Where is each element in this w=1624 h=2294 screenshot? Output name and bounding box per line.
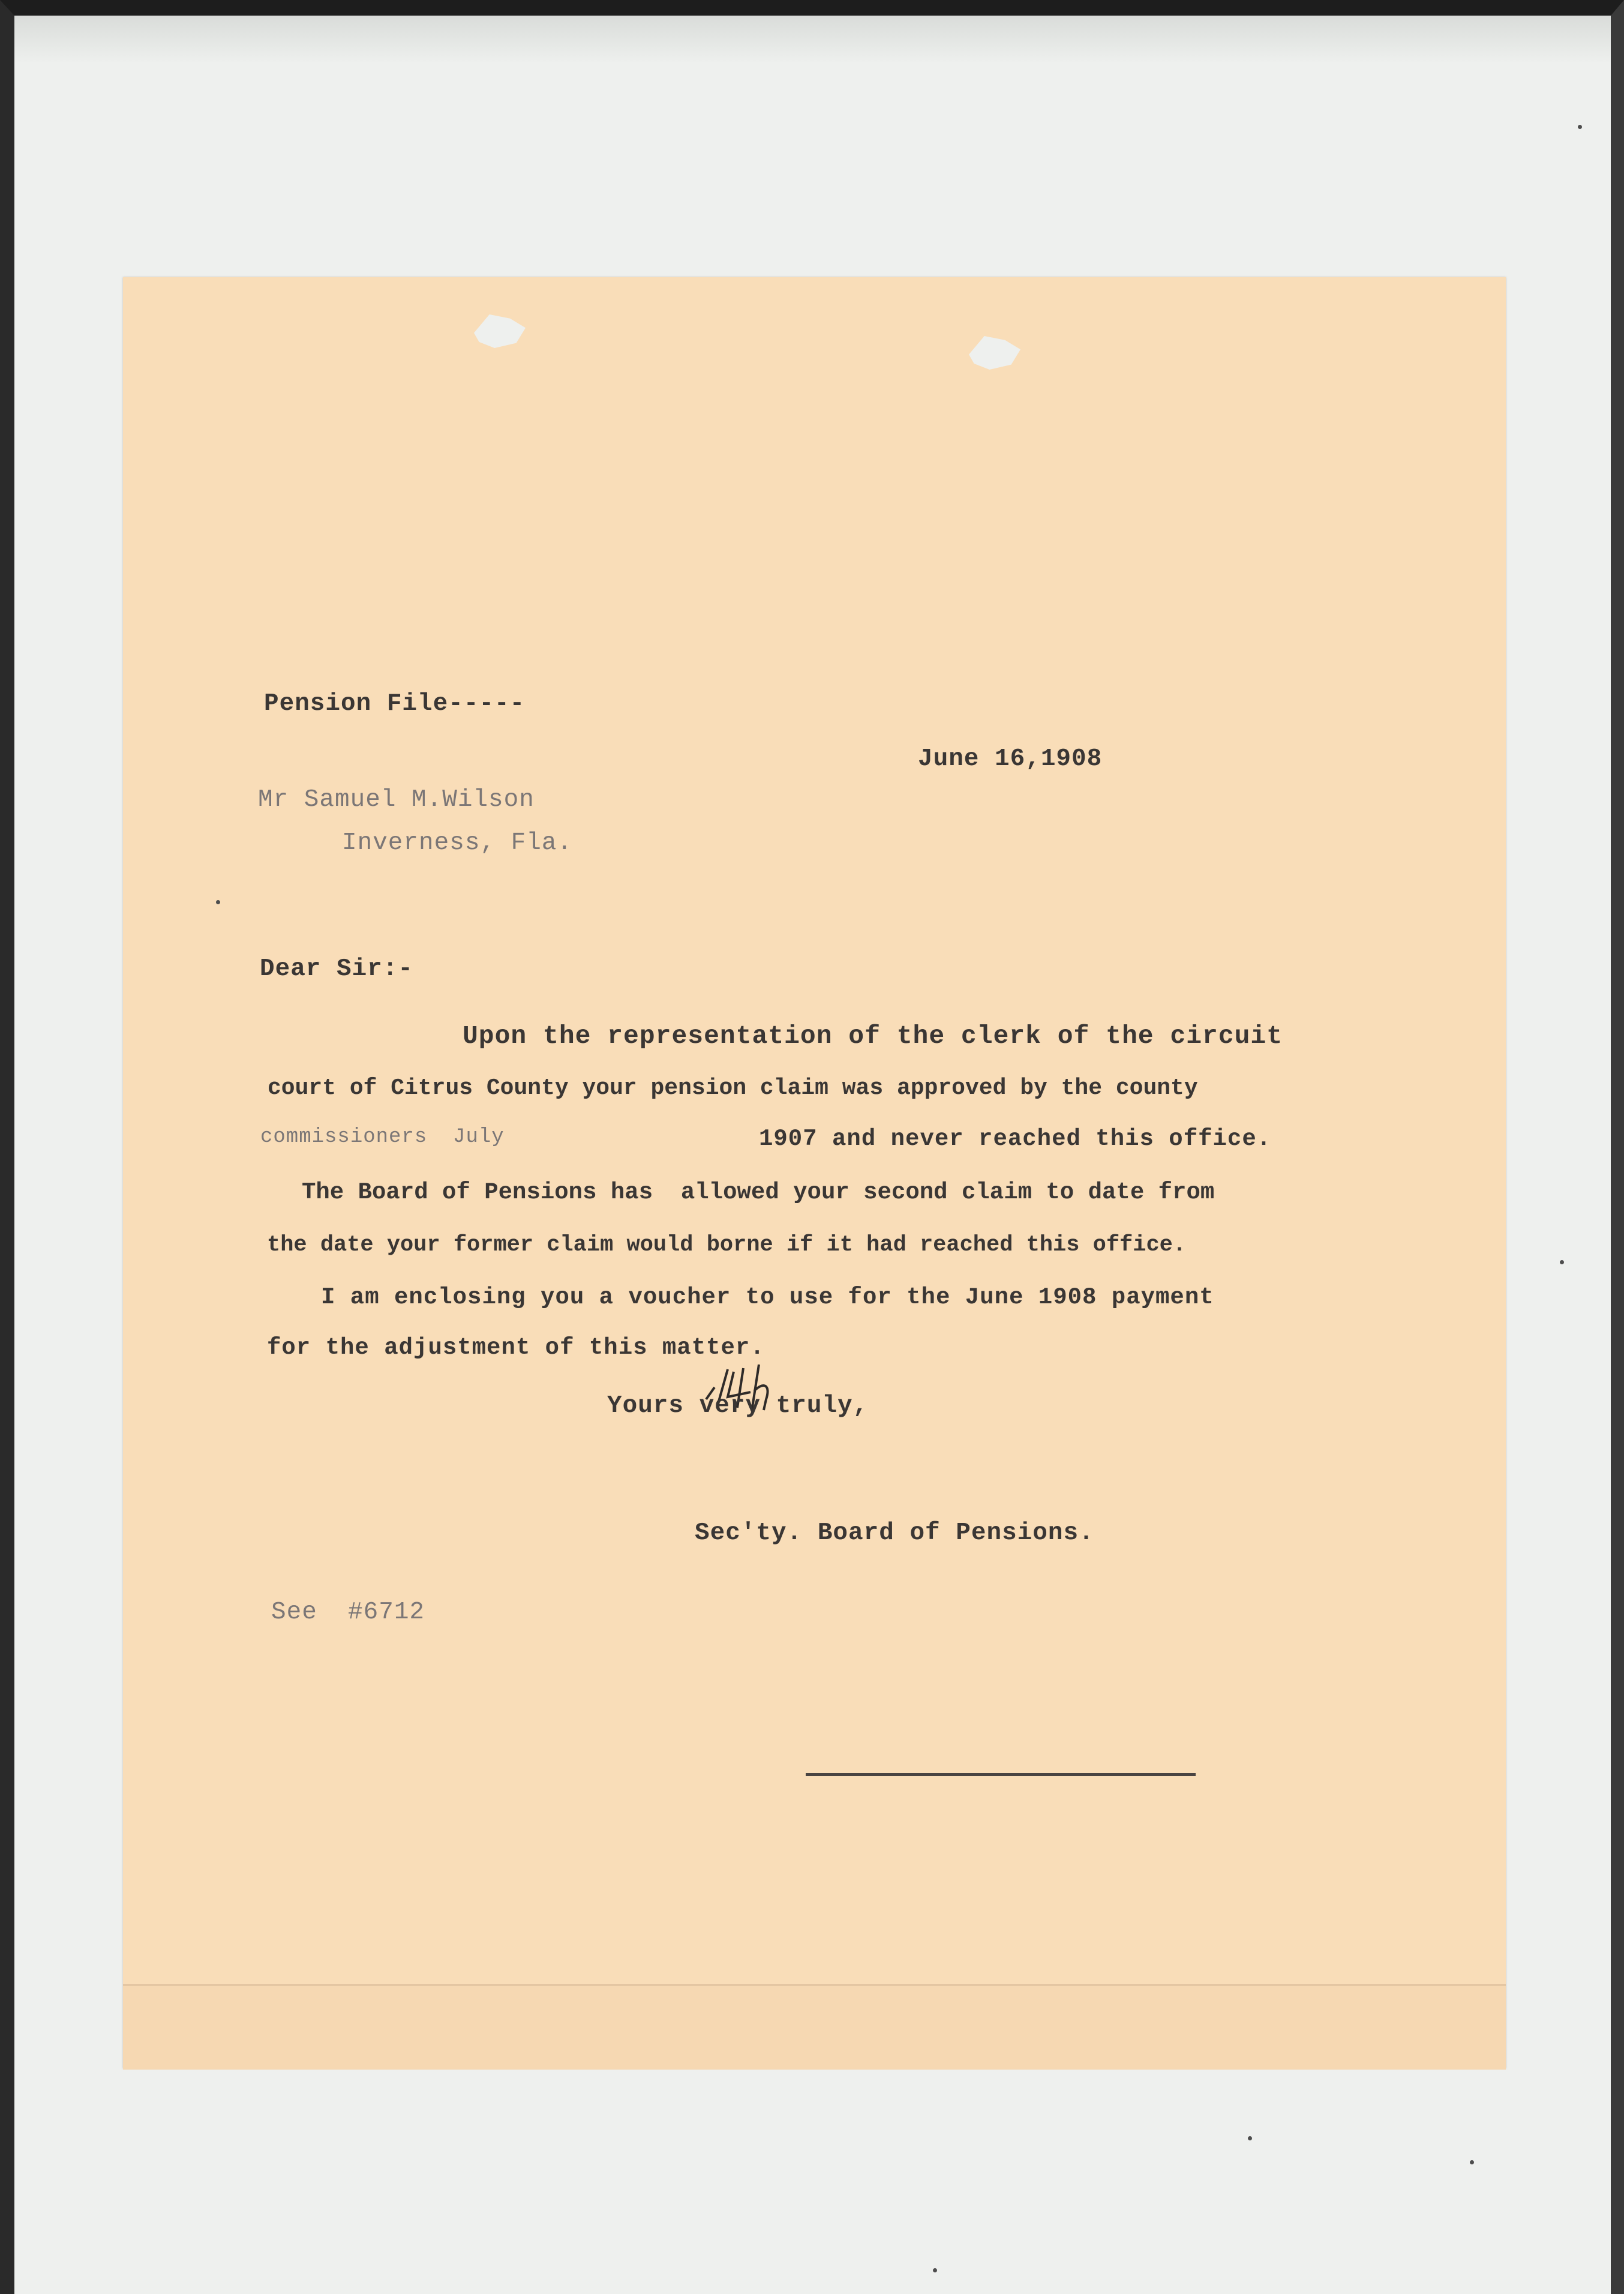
dust-speck bbox=[1248, 2136, 1252, 2140]
body-line: court of Citrus County your pension claim was approved by the county bbox=[268, 1075, 1198, 1101]
letter-date: June 16,1908 bbox=[918, 745, 1103, 773]
closing: Yours very truly, bbox=[607, 1392, 869, 1420]
body-line: Upon the representation of the clerk of the circuit bbox=[463, 1021, 1283, 1051]
dust-speck bbox=[1470, 2160, 1474, 2164]
body-line: for the adjustment of this matter. bbox=[267, 1335, 765, 1361]
letter-page bbox=[123, 277, 1506, 2068]
reference-number: See #6712 bbox=[271, 1599, 425, 1626]
salutation: Dear Sir:- bbox=[260, 955, 414, 983]
body-line: the date your former claim would borne if it had reached this office. bbox=[267, 1233, 1187, 1258]
body-line: The Board of Pensions has allowed your second claim to date from bbox=[302, 1179, 1215, 1206]
scanner-shadow bbox=[14, 16, 1611, 64]
paper-fold bbox=[123, 1984, 1506, 2070]
dust-speck bbox=[1560, 1260, 1564, 1264]
dust-speck bbox=[216, 900, 220, 904]
punch-hole bbox=[969, 336, 1020, 370]
body-line: 1907 and never reached this office. bbox=[759, 1126, 1272, 1152]
recipient-name: Mr Samuel M.Wilson bbox=[258, 786, 535, 814]
punch-hole bbox=[474, 314, 526, 348]
file-heading: Pension File----- bbox=[264, 690, 526, 718]
signature-line bbox=[806, 1773, 1196, 1776]
body-line: commissioners July bbox=[260, 1126, 505, 1149]
dust-speck bbox=[1578, 125, 1582, 129]
recipient-address: Inverness, Fla. bbox=[342, 829, 573, 857]
body-line: I am enclosing you a voucher to use for the June 1908 payment bbox=[321, 1284, 1214, 1311]
dust-speck bbox=[933, 2268, 937, 2272]
signature-title: Sec'ty. Board of Pensions. bbox=[695, 1519, 1094, 1547]
